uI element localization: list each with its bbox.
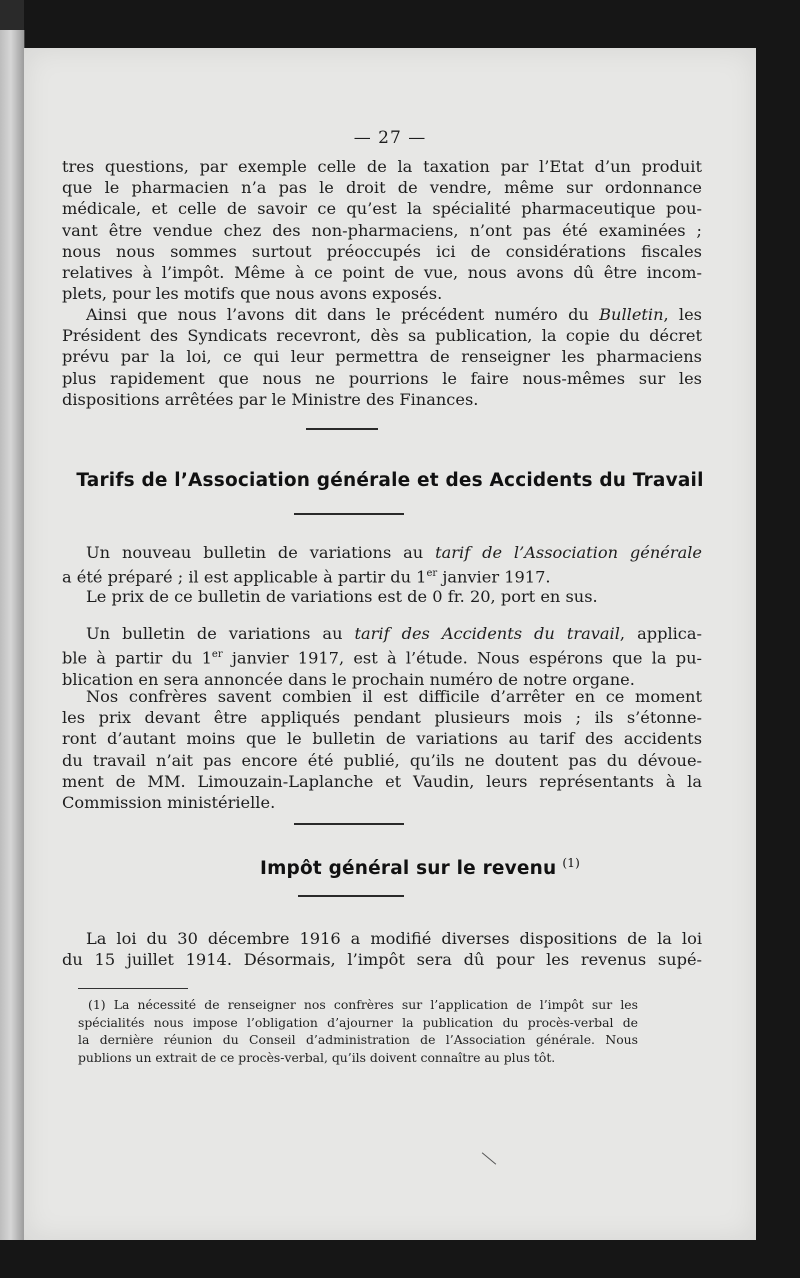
text-line: ront d’autant moins que le bulletin de variations au tarif des accidents — [62, 729, 702, 749]
text-fragment: janvier 1917, est à l’étude. Nous espérons que la pu- — [222, 648, 702, 668]
text-line: Le prix de ce bulletin de variations est de 0 fr. 20, port en sus. — [86, 587, 598, 606]
paragraph-confreres — [62, 686, 702, 813]
text-line: plets, pour les motifs que nous avons exposés. — [62, 284, 443, 304]
document-page — [24, 48, 756, 1240]
footnote-rule — [78, 988, 188, 989]
text-line: Nos confrères savent combien il est difficile d’arrêter en ce moment — [86, 687, 702, 706]
paragraph-bulletin — [62, 304, 702, 410]
ordinal-suffix: er — [426, 568, 438, 580]
text-fragment: janvier 1917. — [437, 567, 551, 587]
text-line: médicale, et celle de savoir ce qu’est la spécialité pharmaceutique pou- — [62, 199, 702, 219]
text-line: nous nous sommes surtout préoccupés ici de considérations fiscales — [62, 241, 702, 261]
text-fragment: , applica- — [619, 624, 702, 643]
text-line: Commission ministérielle. — [62, 793, 276, 813]
text-fragment: ble à partir du 1 — [62, 648, 212, 668]
text-fragment: Ainsi que nous l’avons dit dans le précédent numéro du — [86, 305, 589, 324]
text-line — [62, 644, 702, 669]
footnote-line: (1) La nécessité de renseigner nos confrères sur l’application de l’impôt sur les — [88, 997, 638, 1012]
paragraph-prix — [62, 586, 702, 607]
paragraph-loi-1916 — [62, 928, 702, 970]
text-line: que le pharmacien n’a pas le droit de vendre, même sur ordonnance — [62, 178, 702, 198]
bulletin-title: Bulletin — [599, 305, 664, 324]
text-line: plus rapidement que nous ne pourrions le faire nous-mêmes sur les — [62, 368, 702, 388]
text-line: Président des Syndicats recevront, dès sa publication, la copie du décret — [62, 326, 702, 346]
paragraph-accidents-travail — [62, 623, 702, 690]
page-number: — 27 — — [353, 128, 427, 148]
text-line: dispositions arrêtées par le Ministre des Finances. — [62, 389, 479, 409]
text-line — [62, 304, 702, 325]
section-heading-impot — [54, 856, 786, 879]
text-line: relatives à l’impôt. Même à ce point de vue, nous avons dû être incom- — [62, 263, 702, 283]
text-fragment: , les — [663, 305, 702, 324]
footnote-reference: (1) — [562, 856, 580, 870]
paragraph-association-generale — [62, 542, 702, 588]
footnote-line: spécialités nous impose l’obligation d’ajourner la publication du procès-verbal de — [78, 1014, 638, 1030]
text-line: La loi du 30 décembre 1916 a modifié diverses dispositions de la loi — [86, 929, 702, 948]
ordinal-suffix: er — [211, 649, 223, 661]
text-fragment: Un nouveau bulletin de variations au — [86, 543, 424, 562]
tarif-title: tarif de l’Association générale — [435, 543, 702, 562]
pencil-mark — [482, 1152, 496, 1164]
text-line — [62, 563, 702, 588]
text-fragment: a été préparé ; il est applicable à partir du 1 — [62, 567, 427, 587]
text-line: du 15 juillet 1914. Désormais, l’impôt sera dû pour les revenus supé- — [62, 950, 702, 970]
previous-page-edge — [0, 30, 25, 1240]
text-line: ment de MM. Limouzain-Laplanche et Vaudin, leurs représentants à la — [62, 771, 702, 791]
text-line — [62, 542, 702, 563]
footnote — [78, 996, 638, 1066]
separator-rule — [294, 513, 404, 515]
separator-rule — [298, 895, 404, 897]
text-line: tres questions, par exemple celle de la taxation par l’Etat d’un produit — [62, 157, 702, 176]
text-line: du travail n’ait pas encore été publié, qu’ils ne doutent pas du dévoue- — [62, 750, 702, 770]
footnote-line: la dernière réunion du Conseil d’administration de l’Association générale. Nous — [78, 1032, 638, 1048]
text-fragment: Un bulletin de variations au — [86, 624, 343, 643]
footnote-line: publions un extrait de ce procès-verbal, qu’ils doivent connaître au plus tôt. — [78, 1049, 556, 1065]
tarif-title: tarif des Accidents du travail — [354, 624, 620, 643]
separator-rule — [294, 823, 404, 825]
text-line: blication en sera annoncée dans le prochain numéro de notre organe. — [62, 669, 635, 689]
text-line: prévu par la loi, ce qui leur permettra de renseigner les pharmaciens — [62, 347, 702, 367]
separator-rule — [306, 428, 378, 430]
paragraph-continuation — [62, 156, 702, 304]
text-line: les prix devant être appliqués pendant plusieurs mois ; ils s’étonne- — [62, 708, 702, 728]
section-heading-tarifs: Tarifs de l’Association générale et des Accidents du Travail — [76, 470, 704, 491]
heading-text: Impôt général sur le revenu — [260, 858, 557, 880]
text-line: vant être vendue chez des non-pharmaciens, n’ont pas été examinées ; — [62, 220, 702, 240]
text-line — [62, 623, 702, 644]
